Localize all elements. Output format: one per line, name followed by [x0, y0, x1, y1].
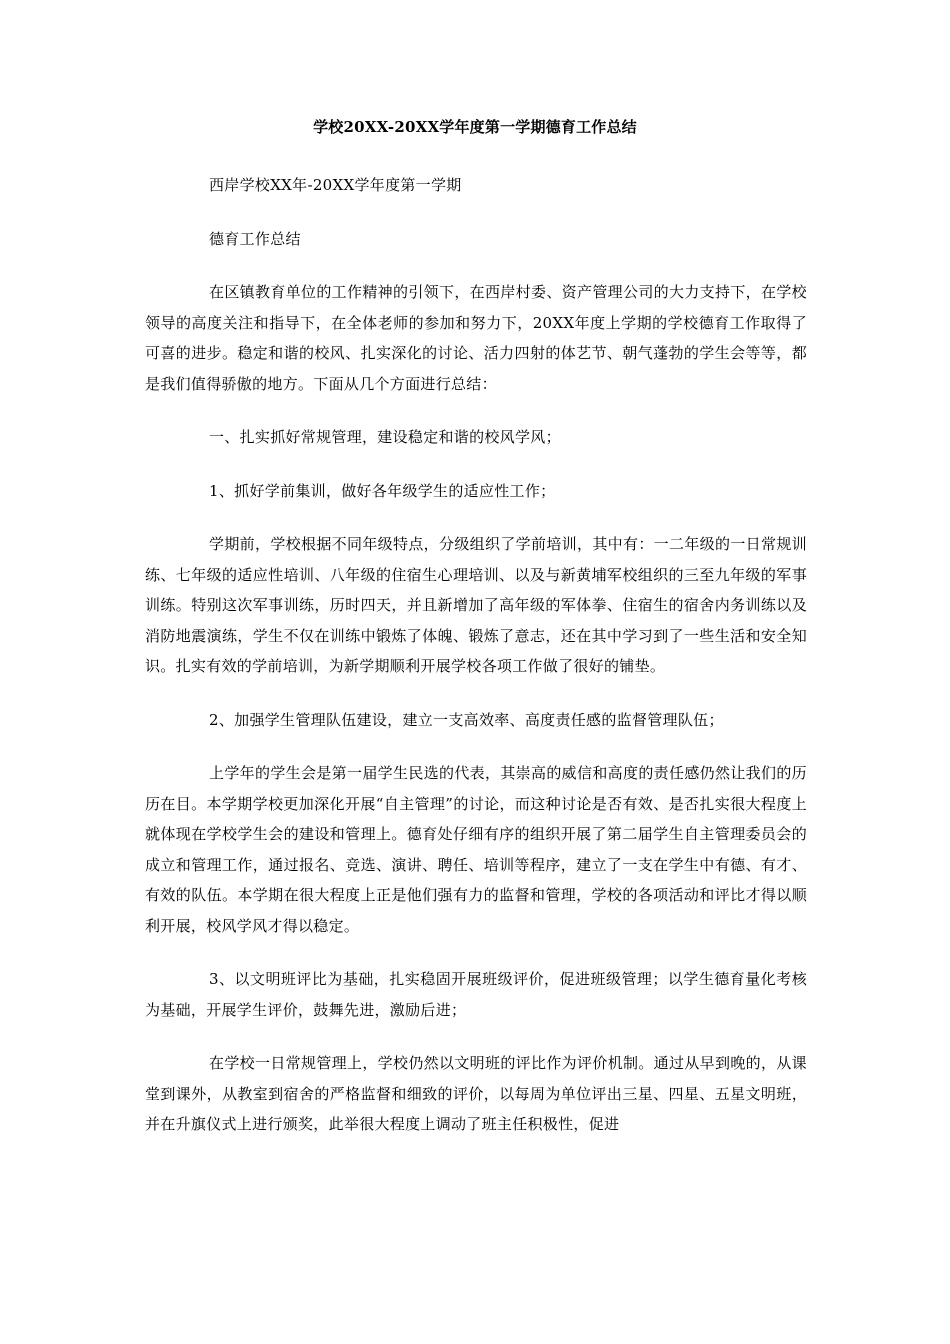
subsection-heading: 1、抓好学前集训，做好各年级学生的适应性工作； [209, 481, 556, 500]
summary-subtitle: 德育工作总结 [209, 229, 301, 248]
body-paragraph: 在区镇教育单位的工作精神的引领下，在西岸村委、资产管理公司的大力支持下，在学校领导的高度关注和指导下，在全体老师的参加和努力下，20XX年度上学期的学校德育工作取得了可喜的进步。稳定和谐的校风、扎实深化的讨论、活力四射的体艺节、朝气蓬勃的学生会等等，都是我们值得骄傲的地方。下面从几个方面进行总结： [145, 283, 807, 393]
subsection-heading: 2、加强学生管理队伍建设，建立一支高效率、高度责任感的监督管理队伍； [209, 710, 724, 729]
body-paragraph: 上学年的学生会是第一届学生民选的代表，其崇高的威信和高度的责任感仍然让我们的历历在目。本学期学校更加深化开展“自主管理”的讨论，而这种讨论是否有效、是否扎实很大程度上就体现在学校学生会的建设和管理上。德育处仔细有序的组织开展了第二届学生自主管理委员会的成立和管理工作，通过报名、竞选、演讲、聘任、培训等程序，建立了一支在学生中有德、有才、有效的队伍。本学期在很大程度上正是他们强有力的监督和管理，学校的各项活动和评比才得以顺利开展，校风学风才得以稳定。 [145, 764, 807, 935]
document-title: 学校20XX-20XX学年度第一学期德育工作总结 [313, 118, 637, 136]
school-subtitle: 西岸学校XX年-20XX学年度第一学期 [209, 176, 462, 194]
body-paragraph: 在学校一日常规管理上，学校仍然以文明班的评比作为评价机制。通过从早到晚的，从课堂到课外，从教室到宿舍的严格监督和细致的评价，以每周为单位评出三星、四星、五星文明班，并在升旗仪式上进行颁奖，此举很大程度上调动了班主任积极性，促进 [145, 1054, 807, 1133]
section-heading: 一、扎实抓好常规管理，建设稳定和谐的校风学风； [209, 428, 561, 446]
body-paragraph: 学期前，学校根据不同年级特点，分级组织了学前培训，其中有：一二年级的一日常规训练、七年级的适应性培训、八年级的住宿生心理培训、以及与新黄埔军校组织的三至九年级的军事训练。特别这次军事训练，历时四天，并且新增加了高年级的军体拳、住宿生的宿舍内务训练以及消防地震演练，学生不仅在训练中锻炼了体魄、锻炼了意志，还在其中学习到了一些生活和安全知识。扎实有效的学前培训，为新学期顺利开展学校各项工作做了很好的铺垫。 [145, 535, 807, 675]
subsection-heading: 3、以文明班评比为基础，扎实稳固开展班级评价，促进班级管理；以学生德育量化考核为基础，开展学生评价，鼓舞先进，激励后进； [145, 970, 807, 1019]
document-body [145, 170, 807, 1163]
